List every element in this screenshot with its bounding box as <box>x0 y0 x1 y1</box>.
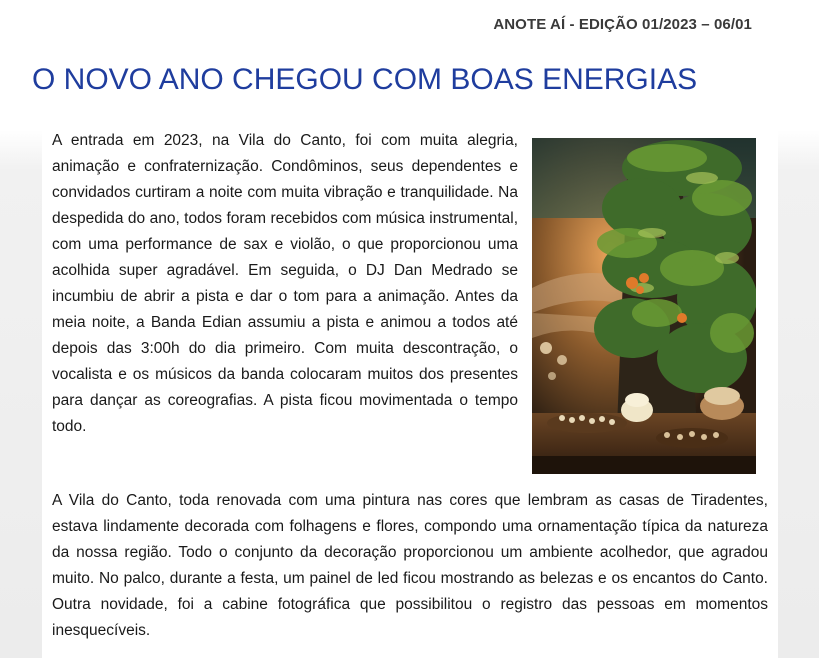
party-decoration-photo <box>532 138 756 474</box>
article-paragraph-2: A Vila do Canto, toda renovada com uma pintura nas cores que lembram as casas de Tiradentes, estava lindamente decorada com folhagens e flores, compondo uma ornamentação típica da natureza da nossa região. Todo o conjunto da decoração proporcionou um ambiente acolhedor, que agradou muito. No palco, durante a festa, um painel de led ficou mostrando as belezas e os encantos do Canto. Outra novidade, foi a cabine fotográfica que possibilitou o registro das pessoas em momentos inesquecíveis. <box>52 492 768 639</box>
article-paragraph-1: A entrada em 2023, na Vila do Canto, foi com muita alegria, animação e confraternização. Condôminos, seus dependentes e convidados curtiram a noite com muita vibração e tranquilidade. Na despedida do ano, todos foram recebidos com música instrumental, com uma performance de sax e violão, o que proporcionou uma acolhida super agradável. Em seguida, o DJ Dan Medrado se incumbiu de abrir a pista e dar o tom para a animação. Antes da meia noite, a Banda Edian assumiu a pista e animou a todos até depois das 3:00h do dia primeiro. Com muita descontração, o vocalista e os músicos da banda colocaram muitos dos presentes para dançar as coreografias. A pista ficou movimentada o tempo todo. <box>52 132 518 435</box>
article-title: O NOVO ANO CHEGOU COM BOAS ENERGIAS <box>32 63 698 96</box>
edition-header: ANOTE AÍ - EDIÇÃO 01/2023 – 06/01 <box>493 16 752 33</box>
